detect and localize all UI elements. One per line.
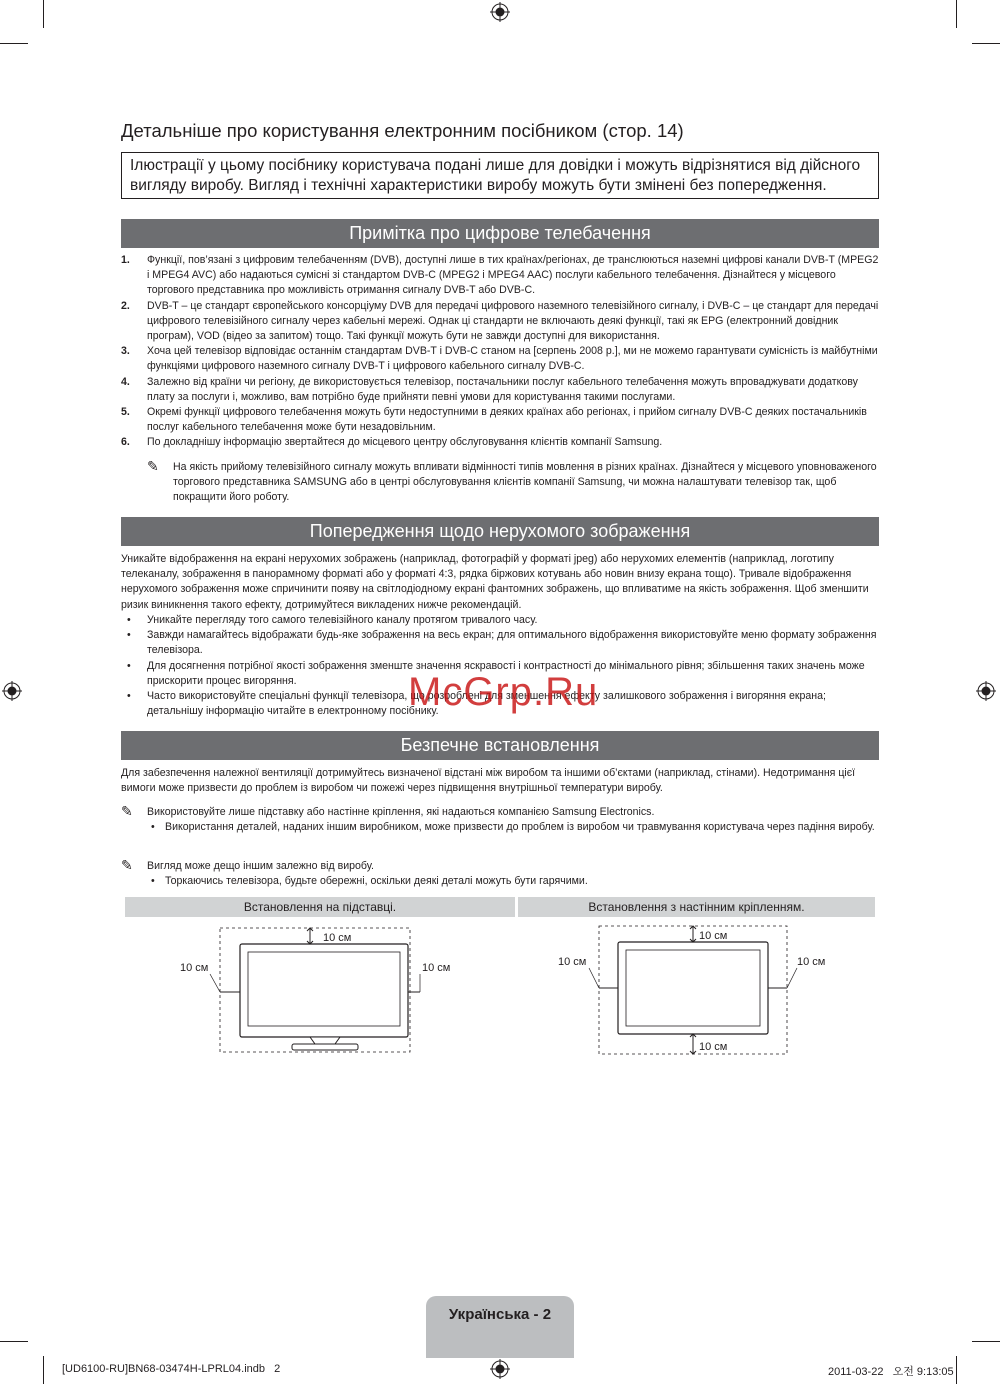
crop-mark (43, 0, 44, 28)
list-item: • Торкаючись телевізора, будьте обережні, оскільки деякі деталі можуть бути гарячими. (147, 874, 879, 889)
list-item: 2. DVB-T – це стандарт європейського консорціуму DVB для передачі цифрового наземного телевізійного сигналу, і DVB-C – це стандарт для передачі цифрового телевізійного сигналу через кабельні мережі. Однак ці стандарти не включають деякі функції, такі як EPG (електронний довідник програм), VOD (відео за запитом) тощо. Такі функції можуть бути не завжди доступні для використання. (121, 299, 879, 343)
distance-label-right: 10 см (422, 962, 451, 974)
registration-mark-icon (490, 2, 510, 22)
mount-note: ✎ Використовуйте лише підставку або настінне кріплення, які надаються компанією Samsung Electronics. (121, 803, 655, 819)
list-item: • Уникайте перегляду того самого телевізійного каналу протягом тривалого часу. (121, 613, 879, 628)
registration-mark-icon (976, 681, 996, 701)
footer-file-info: [UD6100-RU]BN68-03474H-LPRL04.indb 2 (62, 1363, 281, 1375)
installation-intro: Для забезпечення належної вентиляції дотримуйтесь визначеної відстані між виробом та іншими об’єктами (наприклад, стінами). Недотримання цієї вимоги може призвести до проблем із виробом чи пожежі через підвищення внутрішньої температури виробу. (121, 767, 856, 795)
watermark: McGrp.Ru (408, 670, 599, 714)
section-heading-still-image: Попередження щодо нерухомого зображення (121, 517, 879, 546)
still-image-intro: Уникайте відображення на екрані нерухомих зображень (наприклад, фотографій у форматі jpeg) або нерухомих елементів (наприклад, логотипу телеканалу, зображення в панорамному форматі або у форматі 4:3, рядка біржових котувань або новин внизу екрана тощо). Тривале відображення нерухомого зображення може спричинити появу на світлодіодному екрані фантомних зображень, що впливатиме на якість зображення. Щоб зменшити ризик виникнення такого ефекту, дотримуйтеся викладених нижче рекомендацій. (121, 553, 869, 611)
crop-mark (43, 1356, 44, 1384)
list-item: 4. Залежно від країни чи регіону, де використовується телевізор, постачальники послуг кабельного телебачення можуть впроваджувати додаткову плату за послуги і, можливо, вам потрібно буде прийняти певні умови для користування такими послугами. (121, 375, 858, 403)
crop-mark (0, 43, 28, 44)
list-item: • Для досягнення потрібної якості зображення зменште значення яскравості і контрастності до мінімального рівня; збільшення таких значень може прискорити процес вигоряння. (121, 659, 879, 689)
list-item: 1. Функції, пов’язані з цифровим телебаченням (DVB), доступні лише в тих країнах/регіонах, де транслюються наземні цифрові канали DVB-T (MPEG2 і MPEG4 AVC) або надаються сумісні зі стандартом DVB-C (MPEG2 і MPEG4 AAC) послуги кабельного телебачення. Дізнайтеся у місцевого торгового представника про можливість отримання сигналу DVB-T або DVB-C. (121, 254, 879, 297)
distance-label-left: 10 см (558, 956, 587, 968)
crop-mark (956, 1356, 957, 1384)
list-item: 3. Хоча цей телевізор відповідає останнім стандартам DVB-T і DVB-C станом на [серпень 2008 р.], ми не можемо гарантувати сумісність із майбутніми функціями цифрового наземного сигналу DVB-T і цифрового кабельного сигналу DVB-C. (121, 345, 878, 373)
reception-note: ✎ На якість прийому телевізійного сигналу можуть впливати відмінності типів мовлення в різних країнах. Дізнайтеся у місцевого уповноваженого торгового представника SAMSUNG або в центрі обслуговування клієнтів компанії Samsung, чи можна налаштувати телевізор так, щоб покращити його роботу. (147, 458, 877, 504)
registration-mark-icon (490, 1359, 510, 1379)
distance-label-bottom: 10 см (699, 1041, 728, 1053)
list-item: • Часто використовуйте спеціальні функції телевізора, що розроблені для зменшення ефекту залишкового зображення і вигоряння екрана; детальнішу інформацію читайте в електронному посібнику. (121, 689, 879, 719)
registration-mark-icon (2, 681, 22, 701)
section-heading-installation: Безпечне встановлення (121, 731, 879, 760)
crop-mark (972, 1341, 1000, 1342)
digital-tv-list (121, 253, 879, 451)
stand-installation-diagram (170, 924, 470, 1054)
list-item: 6. По докладнішу інформацію звертайтеся до місцевого центру обслуговування клієнтів компанії Samsung. (121, 436, 663, 449)
wall-install-label: Встановлення з настінним кріпленням. (518, 897, 875, 917)
pencil-note-icon: ✎ (147, 458, 159, 474)
appearance-note: ✎ Вигляд може дещо іншим залежно від виробу. (121, 857, 374, 873)
crop-mark (0, 1341, 28, 1342)
pencil-note-icon: ✎ (121, 857, 133, 873)
crop-mark (972, 43, 1000, 44)
disclaimer-box: Ілюстрації у цьому посібнику користувача подані лише для довідки і можуть відрізнятися від дійсного вигляду виробу. Вигляд і технічні характеристики виробу можуть бути змінені без попередження. (121, 152, 879, 199)
footer-timestamp: 2011-03-22 오전 9:13:05 (828, 1366, 954, 1378)
pencil-note-icon: ✎ (121, 803, 133, 819)
crop-mark (956, 0, 957, 28)
distance-label-left: 10 см (180, 962, 209, 974)
distance-label-top: 10 см (323, 932, 352, 944)
wall-installation-diagram (555, 924, 845, 1058)
page-title: Детальніше про користування електронним посібником (стор. 14) (121, 120, 684, 141)
section-heading-digital-tv: Примітка про цифрове телебачення (121, 219, 879, 248)
list-item: • Завжди намагайтесь відображати будь-яке зображення на весь екран; для оптимального відображення використовуйте меню формату зображення телевізора. (121, 628, 879, 658)
appearance-note-bullets (147, 874, 879, 889)
stand-install-label: Встановлення на підставці. (125, 897, 515, 917)
list-item: 5. Окремі функції цифрового телебачення можуть бути недоступними в деяких країнах або регіонах, і прийом сигналу DVB-C деяких постачальників послуг кабельного телебачення може бути незадовільним. (121, 406, 867, 434)
mount-note-bullets (147, 820, 879, 835)
list-item: • Використання деталей, наданих іншим виробником, може призвести до проблем із виробом чи травмування користувача через падіння виробу. (147, 820, 879, 835)
distance-label-top: 10 см (699, 930, 728, 942)
distance-label-right: 10 см (797, 956, 826, 968)
page-number-tab: Українська - 2 (426, 1296, 574, 1358)
